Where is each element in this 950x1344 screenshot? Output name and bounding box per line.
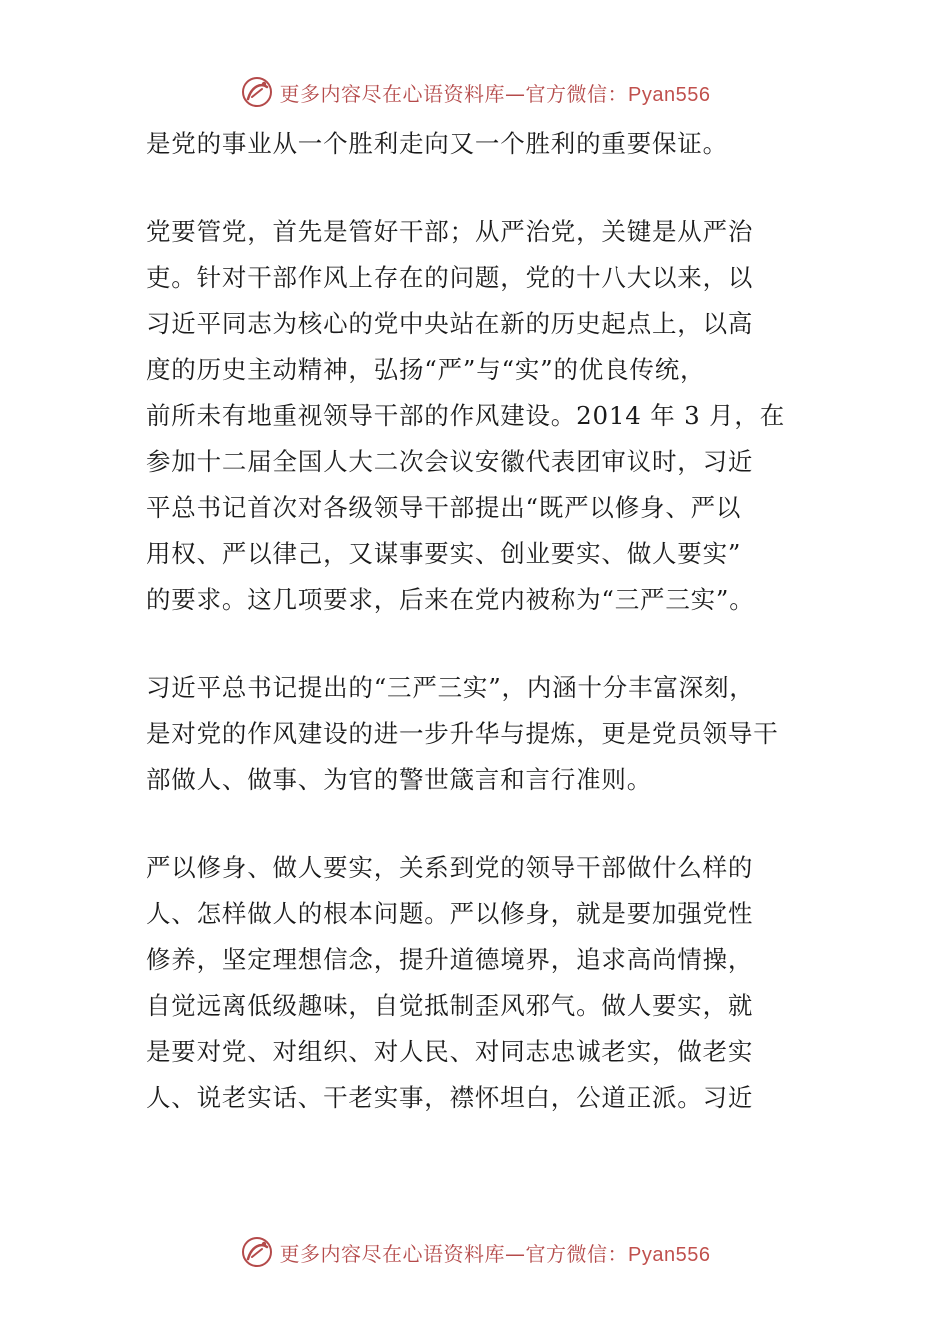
banner-text (280, 78, 711, 107)
text-line: 习近平同志为核心的党中央站在新的历史起点上，以高 (146, 309, 754, 338)
text-line: 参加十二届全国人大二次会议安徽代表团审议时，习近 (146, 447, 754, 476)
text-line: 党要管党，首先是管好干部；从严治党，关键是从严治 (146, 217, 754, 246)
text-line: 自觉远离低级趣味，自觉抵制歪风邪气。做人要实，就 (146, 991, 754, 1020)
logo-icon (240, 1235, 274, 1269)
text-line: 修养，坚定理想信念，提升道德境界，追求高尚情操， (146, 945, 754, 974)
wechat-id: Pyan556 (628, 83, 711, 106)
text-line: 人、怎样做人的根本问题。严以修身，就是要加强党性 (146, 899, 754, 928)
paragraph (146, 665, 836, 803)
wechat-id: Pyan556 (628, 1243, 711, 1266)
text-line: 是对党的作风建设的进一步升华与提炼，更是党员领导干 (146, 719, 779, 748)
text-line: 严以修身、做人要实，关系到党的领导干部做什么样的 (146, 853, 754, 882)
logo-icon (240, 75, 274, 109)
text-line: 吏。针对干部作风上存在的问题，党的十八大以来，以 (146, 263, 754, 292)
text-line: 是要对党、对组织、对人民、对同志忠诚老实，做老实 (146, 1037, 754, 1066)
text-line: 部做人、做事、为官的警世箴言和言行准则。 (146, 765, 652, 794)
text-line: 的要求。这几项要求，后来在党内被称为“三严三实”。 (146, 585, 755, 614)
banner-text (280, 1238, 711, 1267)
paragraph (146, 121, 836, 167)
text-line: 人、说老实话、干老实事，襟怀坦白，公道正派。习近 (146, 1083, 754, 1112)
paragraph (146, 209, 836, 623)
text-line: 习近平总书记提出的“三严三实”，内涵十分丰富深刻， (146, 673, 755, 702)
text-line: 平总书记首次对各级领导干部提出“既严以修身、严以 (146, 493, 742, 522)
header-banner (0, 72, 950, 112)
banner-label: 更多内容尽在心语资料库—官方微信： (279, 81, 629, 106)
paragraph (146, 845, 836, 1121)
text-line: 前所未有地重视领导干部的作风建设。2014 年 3 月，在 (146, 401, 785, 430)
document-body (146, 121, 836, 1121)
text-line: 是党的事业从一个胜利走向又一个胜利的重要保证。 (146, 129, 728, 158)
banner-label: 更多内容尽在心语资料库—官方微信： (279, 1241, 629, 1266)
text-line: 用权、严以律己，又谋事要实、创业要实、做人要实” (146, 539, 742, 568)
text-line: 度的历史主动精神，弘扬“严”与“实”的优良传统， (146, 355, 706, 384)
footer-banner (0, 1232, 950, 1272)
